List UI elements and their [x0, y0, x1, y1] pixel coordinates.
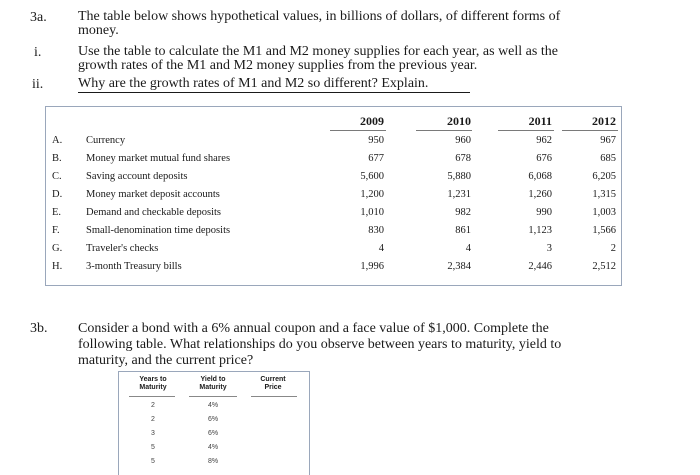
cell-2011: 962 [536, 135, 552, 146]
year-header-rule-2010 [416, 130, 472, 131]
bond-years-cell: 5 [151, 444, 155, 451]
row-label: Currency [86, 135, 126, 146]
cell-2012: 1,315 [592, 189, 616, 200]
row-label: 3-month Treasury bills [86, 261, 182, 272]
bond-yield-cell: 6% [207, 416, 219, 423]
question-3a-line-1: The table below shows hypothetical values, in billions of dollars, of different forms of [78, 9, 561, 24]
cell-2011: 3 [546, 243, 552, 254]
header-yield-line-1: Yield to [200, 376, 226, 383]
cell-2011: 990 [536, 207, 552, 218]
header-yield-to-maturity [183, 376, 243, 392]
row-label: Money market mutual fund shares [86, 153, 231, 164]
year-header-rule-2009 [330, 130, 386, 131]
year-header-rule-2011 [498, 130, 554, 131]
year-header-2009: 2009 [360, 114, 384, 128]
bond-yield-cell: 8% [207, 458, 219, 465]
cell-2011: 1,260 [528, 189, 552, 200]
year-header-2010: 2010 [447, 114, 471, 128]
question-ii-number: ii. [32, 77, 44, 92]
header-price-line-1: Current [260, 376, 286, 383]
row-letter: A. [52, 135, 63, 146]
row-letter: G. [52, 243, 63, 254]
question-3a-number: 3a. [30, 10, 47, 25]
header-current-price [243, 376, 303, 392]
row-label: Saving account deposits [86, 171, 188, 182]
row-letter: C. [52, 171, 62, 182]
table-row [46, 225, 621, 241]
bond-years-cell: 5 [151, 458, 155, 465]
header-price-line-2: Price [264, 384, 282, 391]
header-rule-price [251, 396, 297, 397]
header-yield-line-2: Maturity [199, 384, 227, 391]
question-i-line-1: Use the table to calculate the M1 and M2 money supplies for each year, as well as the [78, 44, 558, 59]
cell-2009: 950 [368, 135, 384, 146]
header-rule-yield [189, 396, 237, 397]
cell-2011: 6,068 [528, 171, 552, 182]
table-row [46, 189, 621, 205]
header-years-line-1: Years to [139, 376, 167, 383]
header-years-to-maturity [123, 376, 183, 392]
cell-2009: 1,996 [360, 261, 384, 272]
question-i-number: i. [34, 45, 42, 60]
cell-2011: 676 [536, 153, 552, 164]
row-letter: D. [52, 189, 63, 200]
year-header-2012: 2012 [592, 114, 616, 128]
question-ii-line-1: Why are the growth rates of M1 and M2 so different? Explain. [78, 76, 429, 91]
table-row [46, 171, 621, 187]
row-letter: F. [52, 225, 60, 236]
question-3a-text [78, 10, 560, 38]
question-3a-line-2: money. [78, 23, 119, 38]
cell-2009: 677 [368, 153, 384, 164]
cell-2011: 1,123 [528, 225, 552, 236]
cell-2010: 678 [455, 153, 471, 164]
cell-2012: 2 [610, 243, 616, 254]
cell-2009: 830 [368, 225, 384, 236]
table-row [46, 243, 621, 259]
cell-2012: 2,512 [592, 261, 616, 272]
table-row [46, 135, 621, 151]
row-letter: B. [52, 153, 62, 164]
money-forms-table [45, 106, 622, 286]
table-row [46, 207, 621, 223]
row-letter: E. [52, 207, 62, 218]
bond-table [118, 371, 310, 475]
bond-yield-cell: 6% [207, 430, 219, 437]
row-label: Small-denomination time deposits [86, 225, 231, 236]
question-i-text [78, 45, 558, 73]
cell-2012: 6,205 [592, 171, 616, 182]
bond-years-cell: 3 [151, 430, 155, 437]
cell-2012: 967 [600, 135, 616, 146]
year-header-rule-2012 [562, 130, 618, 131]
cell-2011: 2,446 [528, 261, 552, 272]
year-header-2011: 2011 [528, 114, 552, 128]
row-letter: H. [52, 261, 63, 272]
bond-yield-cell: 4% [207, 444, 219, 451]
cell-2010: 4 [465, 243, 471, 254]
cell-2009: 5,600 [360, 171, 384, 182]
header-rule-years [129, 396, 175, 397]
question-ii-text [78, 77, 428, 91]
cell-2012: 685 [600, 153, 616, 164]
question-3b-number: 3b. [30, 321, 48, 336]
question-3b-line-1: Consider a bond with a 6% annual coupon and a face value of $1,000. Complete the [78, 321, 549, 336]
row-label: Money market deposit accounts [86, 189, 220, 200]
cell-2010: 960 [455, 135, 471, 146]
row-label: Demand and checkable deposits [86, 207, 221, 218]
question-3b-text [78, 321, 561, 369]
cell-2010: 861 [455, 225, 471, 236]
cell-2012: 1,003 [592, 207, 616, 218]
cell-2009: 1,010 [360, 207, 384, 218]
question-3b-line-2: following table. What relationships do you observe between years to maturity, yield to [78, 337, 562, 352]
cell-2010: 982 [455, 207, 471, 218]
cell-2010: 1,231 [447, 189, 471, 200]
bond-years-cell: 2 [151, 402, 155, 409]
cell-2009: 4 [378, 243, 384, 254]
table-row [46, 153, 621, 169]
cell-2010: 2,384 [447, 261, 471, 272]
row-label: Traveler's checks [86, 243, 159, 254]
question-3b-line-3: maturity, and the current price? [78, 353, 254, 368]
cell-2012: 1,566 [592, 225, 616, 236]
cell-2009: 1,200 [360, 189, 384, 200]
question-ii-underline [78, 92, 470, 93]
header-years-line-2: Maturity [139, 384, 167, 391]
cell-2010: 5,880 [447, 171, 471, 182]
question-i-line-2: growth rates of the M1 and M2 money supplies from the previous year. [78, 58, 478, 73]
bond-years-cell: 2 [151, 416, 155, 423]
table-row [46, 261, 621, 277]
bond-yield-cell: 4% [207, 402, 219, 409]
